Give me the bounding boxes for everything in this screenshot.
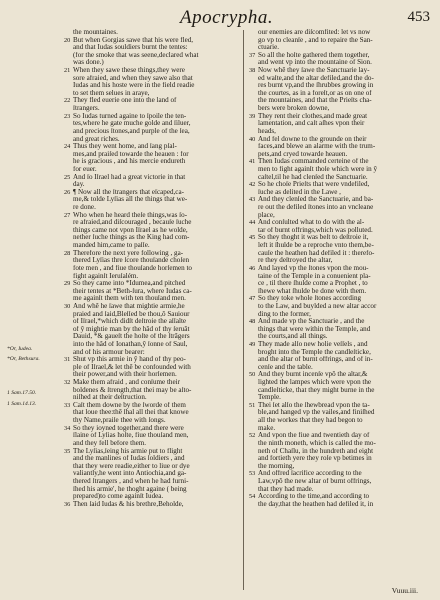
line-text: And whẽ he ſawe that mightie armie,he bbox=[73, 302, 185, 310]
text-line bbox=[64, 90, 232, 98]
line-text: So they ioyned together,and there were bbox=[73, 424, 184, 432]
text-line bbox=[64, 387, 232, 395]
margin-notes bbox=[0, 0, 60, 600]
line-text: And conſulted what to do with the al- bbox=[258, 219, 365, 227]
text-line bbox=[64, 166, 232, 174]
line-text: The Lyſias,ſeing his armie put to flight bbox=[73, 447, 183, 455]
text-line bbox=[249, 356, 421, 364]
text-line bbox=[249, 402, 421, 410]
line-text: the morning, bbox=[258, 462, 295, 470]
text-line bbox=[64, 425, 232, 433]
verse-number: 24 bbox=[64, 143, 71, 151]
text-line bbox=[249, 219, 421, 227]
line-text: that they had made. bbox=[258, 485, 314, 493]
text-line bbox=[249, 136, 421, 144]
line-text: ble,and hanged vp the vailes,and finiſhed bbox=[258, 409, 375, 417]
line-text: re done. bbox=[73, 204, 96, 212]
line-text: that they were readie,either to liue or dye bbox=[73, 462, 190, 470]
line-text: and that Iudas souldiers burnt the tentes: bbox=[73, 44, 188, 52]
line-text: nether ſuche things as the King had com- bbox=[73, 234, 190, 242]
verse-number: 34 bbox=[64, 424, 71, 432]
text-line bbox=[64, 349, 232, 357]
line-text: valiantly,he went into Antiochia,and ga- bbox=[73, 470, 187, 478]
line-text: me againſt them with ten thouſand men. bbox=[73, 295, 186, 303]
text-line bbox=[64, 326, 232, 334]
text-line bbox=[249, 448, 421, 456]
line-text: And they burnt incenſe vpõ the altar,& bbox=[258, 371, 368, 379]
text-line bbox=[64, 288, 232, 296]
line-text: day. bbox=[73, 181, 85, 189]
text-line bbox=[64, 371, 232, 379]
line-text: And they clenſed the Sanctuarie, and ba- bbox=[258, 196, 374, 204]
line-text: tes,where he gate muche golde and ſiluer, bbox=[73, 120, 191, 128]
verse-number: 52 bbox=[249, 432, 256, 440]
line-text: Dauid, *& gaueſt the hoſte of the ſtrãgers bbox=[73, 333, 190, 341]
verse-number: 38 bbox=[249, 67, 256, 75]
verse-number: 39 bbox=[249, 112, 256, 120]
text-line bbox=[249, 387, 421, 395]
text-line bbox=[249, 234, 421, 242]
line-text: me,& tolde Lyſias all the things that we- bbox=[73, 196, 188, 204]
text-line bbox=[64, 250, 232, 258]
text-line bbox=[64, 341, 232, 349]
line-text: the ninth moneth, which is called the mo- bbox=[258, 439, 376, 447]
verse-number: 50 bbox=[249, 371, 256, 379]
line-text: They rent their clothes,and made great bbox=[258, 112, 368, 120]
line-text: to set them selues in araye, bbox=[73, 89, 150, 97]
line-text: place, bbox=[258, 211, 275, 219]
line-text: the courts,and all things. bbox=[258, 333, 328, 341]
line-text: Shut vp this armie in ŷ hand of thy peo- bbox=[73, 356, 186, 364]
text-line bbox=[249, 371, 421, 379]
line-text: things that were within the Temple, and bbox=[258, 325, 371, 333]
line-text: pets,and cryed towarde heauen. bbox=[258, 150, 348, 158]
line-text: mes,and praiſed towarde the heauen : for bbox=[73, 150, 189, 158]
text-line bbox=[249, 257, 421, 265]
text-line bbox=[64, 120, 232, 128]
text-line bbox=[249, 311, 421, 319]
verse-number: 41 bbox=[249, 158, 256, 166]
line-text: and the altar of burnt offrings, and of in- bbox=[258, 356, 373, 364]
text-line bbox=[64, 204, 232, 212]
text-line bbox=[249, 478, 421, 486]
verse-number: 33 bbox=[64, 401, 71, 409]
line-text: Now whẽ they ſawe the Sanctuarie lay- bbox=[258, 67, 370, 75]
verse-number: 51 bbox=[249, 401, 256, 409]
verse-number: 27 bbox=[64, 211, 71, 219]
verse-number: 42 bbox=[249, 181, 256, 189]
text-line bbox=[249, 463, 421, 471]
text-line bbox=[249, 196, 421, 204]
margin-note: *Or, Iudea. bbox=[7, 346, 33, 352]
line-text: boldenes & ſtrength,that thei may be aſto- bbox=[73, 386, 192, 394]
text-line bbox=[64, 82, 232, 90]
line-text: So they thoght it was beſt to deſtroie it, bbox=[258, 234, 369, 242]
verse-number: 48 bbox=[249, 318, 256, 326]
verse-number: 49 bbox=[249, 340, 256, 348]
text-line bbox=[64, 394, 232, 402]
verse-number: 21 bbox=[64, 67, 71, 75]
text-line bbox=[249, 181, 421, 189]
line-text: candleſticke, that they might burne in the bbox=[258, 386, 375, 394]
line-text: tar of burnt offrings,which was polluted. bbox=[258, 226, 373, 234]
text-line bbox=[64, 501, 232, 509]
verse-number: 45 bbox=[249, 234, 256, 242]
column-divider bbox=[243, 30, 244, 590]
text-line bbox=[64, 44, 232, 52]
line-text: men to fight againſt thoſe which were in ŷ bbox=[258, 165, 377, 173]
text-line bbox=[64, 432, 232, 440]
line-text: he is gracious , and his mercie endureth bbox=[73, 158, 186, 166]
text-line bbox=[249, 105, 421, 113]
text-line bbox=[64, 455, 232, 463]
line-text: re afraied,and diſcouraged , becauſe ſuche bbox=[73, 219, 192, 227]
verse-number: 23 bbox=[64, 112, 71, 120]
line-text: cenſe and the table. bbox=[258, 363, 313, 371]
text-line bbox=[64, 295, 232, 303]
text-line bbox=[249, 90, 421, 98]
text-line bbox=[64, 29, 232, 37]
text-line bbox=[64, 470, 232, 478]
right-text-column bbox=[249, 29, 421, 508]
text-line bbox=[64, 493, 232, 501]
line-text: their power,and with their horſemen. bbox=[73, 371, 177, 379]
text-line bbox=[249, 97, 421, 105]
margin-note: *Or, Bethsura. bbox=[7, 356, 40, 362]
page-number: 453 bbox=[407, 9, 430, 25]
text-line bbox=[249, 486, 421, 494]
verse-number: 35 bbox=[64, 447, 71, 455]
text-line bbox=[249, 59, 421, 67]
line-text: the mountaines. bbox=[73, 29, 118, 36]
line-text: Caſt them downe by the ſworde of them bbox=[73, 401, 186, 409]
line-text: lighted the lampes which were vpon the bbox=[258, 379, 372, 387]
line-text: bers were broken downe, bbox=[258, 105, 330, 113]
line-text: And ſo Iſrael had a great victorie in that bbox=[73, 173, 186, 181]
verse-number: 54 bbox=[249, 493, 256, 501]
verse-number: 26 bbox=[64, 188, 71, 196]
text-line bbox=[249, 364, 421, 372]
text-line bbox=[249, 250, 421, 258]
line-text: faces,and blewe an alarme with the trum- bbox=[258, 143, 376, 151]
line-text: And offred ſacrifice according to the bbox=[258, 470, 362, 478]
text-line bbox=[64, 97, 232, 105]
text-line bbox=[64, 196, 232, 204]
line-text: (for the smoke that was seene,declared what bbox=[73, 51, 199, 59]
text-line bbox=[64, 189, 232, 197]
text-line bbox=[64, 105, 232, 113]
line-text: to the Law, and buylded a new altar accor bbox=[258, 302, 377, 310]
text-line bbox=[64, 151, 232, 159]
line-text: So they toke whole ſtones according bbox=[258, 295, 362, 303]
line-text: And fel downe to the grounde on their bbox=[258, 135, 367, 143]
text-line bbox=[249, 349, 421, 357]
text-line bbox=[249, 174, 421, 182]
verse-number: 53 bbox=[249, 470, 256, 478]
line-text: They fled euerie one into the land of bbox=[73, 97, 177, 105]
text-line bbox=[249, 409, 421, 417]
line-text: prepared)to come againſt Iudea. bbox=[73, 493, 164, 501]
text-line bbox=[64, 402, 232, 410]
text-line bbox=[64, 273, 232, 281]
text-line bbox=[249, 204, 421, 212]
line-text: ſhed his armie', he thoght againe ( being bbox=[73, 485, 187, 493]
line-text: and the manlines of Iudas ſoldiers , and bbox=[73, 455, 185, 463]
line-text: the courtes, as in a foreſt,or as on one of bbox=[258, 89, 372, 97]
line-text: thered ſtrangers , and when he had furni- bbox=[73, 477, 189, 485]
line-text: left it ſhulde be a reproche vnto them,be- bbox=[258, 242, 374, 250]
text-line bbox=[249, 440, 421, 448]
line-text: go vp to cleanſe , and to repaire the San- bbox=[258, 36, 373, 44]
line-text: So Iudas turned againe to ſpoile the ten- bbox=[73, 112, 187, 120]
verse-number: 40 bbox=[249, 135, 256, 143]
line-text: fote men , and fiue thouſande horſemen to bbox=[73, 264, 192, 272]
text-line bbox=[249, 189, 421, 197]
line-text: cauſe the heathen had defiled it : therefo- bbox=[258, 249, 375, 257]
text-line bbox=[249, 379, 421, 387]
line-text: When they sawe these things,they were bbox=[73, 67, 185, 75]
line-text: ſtrangers. bbox=[73, 105, 100, 113]
text-line bbox=[64, 409, 232, 417]
line-text: our enemies are diſcomfited: let vs now bbox=[258, 29, 371, 36]
line-text: And layed vp the ſtones vpon the mou- bbox=[258, 264, 369, 272]
verse-number: 47 bbox=[249, 295, 256, 303]
line-text: their tentes at *Beth-ſura, where Iudas ca- bbox=[73, 287, 192, 295]
text-line bbox=[64, 364, 232, 372]
line-text: They made alſo new holie veſſels , and bbox=[258, 340, 368, 348]
line-text: of ŷ mightie man by the hãd of thy ſeruãt bbox=[73, 325, 190, 333]
verse-number: 46 bbox=[249, 264, 256, 272]
line-text: Therefore the next yere following , ga- bbox=[73, 249, 184, 257]
line-text: and went vp into the mountaine of Sion. bbox=[258, 59, 372, 67]
text-line bbox=[249, 242, 421, 250]
text-line bbox=[64, 463, 232, 471]
text-line bbox=[249, 425, 421, 433]
line-text: and they fell before them. bbox=[73, 439, 147, 447]
line-text: Then Iudas commanded certeine of the bbox=[258, 158, 369, 166]
text-line bbox=[249, 280, 421, 288]
verse-number: 30 bbox=[64, 302, 71, 310]
line-text: So all the hoſte gathered them together, bbox=[258, 51, 370, 59]
text-line bbox=[64, 67, 232, 75]
text-line bbox=[249, 37, 421, 45]
line-text: broght into the Temple the candleſticke, bbox=[258, 348, 371, 356]
text-line bbox=[249, 227, 421, 235]
text-line bbox=[64, 113, 232, 121]
text-line bbox=[249, 432, 421, 440]
line-text: for euer. bbox=[73, 165, 97, 173]
text-line bbox=[249, 29, 421, 37]
text-line bbox=[249, 394, 421, 402]
text-line bbox=[64, 219, 232, 227]
line-text: ¶ Now all the ſtrangers that eſcaped,ca- bbox=[73, 188, 184, 196]
verse-number: 22 bbox=[64, 97, 71, 105]
line-text: thy Name,praiſe thee with ſongs. bbox=[73, 417, 166, 425]
text-line bbox=[64, 128, 232, 136]
text-line bbox=[249, 82, 421, 90]
text-line bbox=[249, 143, 421, 151]
line-text: Make them afraid , and conſume their bbox=[73, 379, 180, 387]
line-text: heads, bbox=[258, 127, 276, 135]
line-text: ctuarie. bbox=[258, 44, 280, 52]
text-line bbox=[64, 181, 232, 189]
text-line bbox=[64, 174, 232, 182]
verse-number: 28 bbox=[64, 249, 71, 257]
margin-note: 1 Sam.14.13. bbox=[7, 401, 37, 407]
margin-note: 1 Sam.17.50. bbox=[7, 390, 37, 396]
text-line bbox=[64, 75, 232, 83]
text-line bbox=[249, 470, 421, 478]
text-line bbox=[249, 288, 421, 296]
line-text: praied and ſaid,Bleſſed be thou,ô Sauiour bbox=[73, 310, 190, 318]
text-line bbox=[64, 265, 232, 273]
line-text: make. bbox=[258, 424, 276, 432]
text-line bbox=[64, 356, 232, 364]
verse-number: 31 bbox=[64, 356, 71, 364]
line-text: niſhed at their deſtruction. bbox=[73, 394, 147, 402]
line-text: and great riches. bbox=[73, 135, 120, 143]
text-line bbox=[249, 417, 421, 425]
text-line bbox=[249, 341, 421, 349]
line-text: the day,that the heathen had defiled it, in bbox=[258, 500, 374, 508]
text-line bbox=[249, 501, 421, 509]
text-line bbox=[64, 280, 232, 288]
verse-number: 43 bbox=[249, 196, 256, 204]
line-text: res burnt vp,and the ſhrubbes growing in bbox=[258, 82, 374, 90]
line-text: And made vp the Sanctuarie , and the bbox=[258, 318, 365, 326]
text-line bbox=[64, 417, 232, 425]
line-text: all the workes that they had begon to bbox=[258, 417, 363, 425]
verse-number: 20 bbox=[64, 36, 71, 44]
signature-mark: Vuuu.iii. bbox=[391, 586, 418, 595]
text-line bbox=[64, 212, 232, 220]
text-line bbox=[249, 151, 421, 159]
line-text: According to the time,and according to bbox=[258, 493, 370, 501]
text-line bbox=[249, 326, 421, 334]
line-text: thered Lyſias thre ſcore thouſande choſen bbox=[73, 257, 190, 265]
text-line bbox=[249, 166, 421, 174]
text-line bbox=[249, 128, 421, 136]
line-text: But when Gorgias sawe that his were fled, bbox=[73, 36, 194, 44]
line-text: of Iſrael,*which didſt deſtroie the aſſalte bbox=[73, 318, 187, 326]
verse-number: 25 bbox=[64, 173, 71, 181]
text-line bbox=[249, 67, 421, 75]
line-text: was done.) bbox=[73, 59, 104, 67]
text-line bbox=[249, 75, 421, 83]
verse-number: 29 bbox=[64, 280, 71, 288]
line-text: and fortieth yere they roſe vp betimes in bbox=[258, 455, 372, 463]
running-title: Apocrypha. bbox=[180, 7, 274, 28]
text-line bbox=[64, 257, 232, 265]
line-text: Temple. bbox=[258, 394, 281, 402]
line-text: ed waſte,and the altar defiled,and the do- bbox=[258, 74, 374, 82]
line-text: caſtel,til he had clenſed the Sanctuarie. bbox=[258, 173, 368, 181]
text-line bbox=[249, 113, 421, 121]
verse-number: 44 bbox=[249, 219, 256, 227]
line-text: taine of the Temple in a conuenient pla- bbox=[258, 272, 371, 280]
line-text: re out the defiled ſtones into an vncleane bbox=[258, 204, 374, 212]
line-text: the mountaines, and that the Prieſts cha- bbox=[258, 97, 372, 105]
text-line bbox=[249, 44, 421, 52]
line-text: ſuche as delited in the Lawe , bbox=[258, 188, 341, 196]
text-line bbox=[64, 158, 232, 166]
line-text: ce , til there ſhulde come a Prophet , to bbox=[258, 280, 368, 288]
text-line bbox=[64, 318, 232, 326]
text-line bbox=[64, 242, 232, 250]
line-text: Law,vpõ the new altar of burnt offrings, bbox=[258, 477, 372, 485]
text-line bbox=[249, 212, 421, 220]
text-line bbox=[64, 37, 232, 45]
text-line bbox=[64, 52, 232, 60]
text-line bbox=[249, 273, 421, 281]
text-line bbox=[64, 136, 232, 144]
text-line bbox=[64, 234, 232, 242]
text-line bbox=[64, 448, 232, 456]
text-line bbox=[64, 333, 232, 341]
text-line bbox=[249, 333, 421, 341]
line-text: So he choſe Prieſts that were vndefiled, bbox=[258, 181, 370, 189]
text-line bbox=[249, 455, 421, 463]
text-line bbox=[249, 295, 421, 303]
text-line bbox=[249, 158, 421, 166]
verse-number: 37 bbox=[249, 51, 256, 59]
text-line bbox=[249, 303, 421, 311]
verse-number: 32 bbox=[64, 379, 71, 387]
text-line bbox=[249, 493, 421, 501]
line-text: ding to the former, bbox=[258, 310, 311, 318]
text-line bbox=[64, 227, 232, 235]
text-line bbox=[249, 52, 421, 60]
line-text: Iudas and his hoste were in the field readie bbox=[73, 82, 195, 90]
line-text: Who when he heard theſe things,was ſo- bbox=[73, 211, 188, 219]
text-line bbox=[64, 379, 232, 387]
line-text: So they came into *Idumea,and pitched bbox=[73, 280, 186, 288]
line-text: re they deſtroyed the altar, bbox=[258, 257, 333, 265]
line-text: And vpon the fiue and twentieth day of bbox=[258, 432, 370, 440]
left-text-column bbox=[64, 29, 232, 508]
line-text: and precious ſtones,and purple of the ſea, bbox=[73, 127, 190, 135]
text-line bbox=[64, 59, 232, 67]
line-text: into the hãd of Ionathan,ŷ ſonne of Saul, bbox=[73, 340, 188, 348]
line-text: Thei ſet alſo the ſhewbread vpon the ta- bbox=[258, 401, 370, 409]
text-line bbox=[64, 311, 232, 319]
line-text: that loue thee:thē ſhal all thei that knowe bbox=[73, 409, 189, 417]
line-text: neth of Chaſlu, in the hundreth and eight bbox=[258, 447, 374, 455]
line-text: ple of Iſrael,& let thẽ be confounded with bbox=[73, 363, 191, 371]
text-line bbox=[64, 478, 232, 486]
line-text: things came not vpon Iſrael as he wolde, bbox=[73, 226, 188, 234]
text-line bbox=[64, 143, 232, 151]
text-line bbox=[64, 440, 232, 448]
text-line bbox=[249, 318, 421, 326]
line-text: and of his armour bearer: bbox=[73, 348, 145, 356]
line-text: fight againſt Ieruſalém. bbox=[73, 272, 139, 280]
text-line bbox=[249, 120, 421, 128]
line-text: lamentation, and caſt aſhes vpon their bbox=[258, 120, 365, 128]
line-text: Thus they went home, and ſang pſal- bbox=[73, 143, 177, 151]
line-text: ſhewe what ſhulde be done with them. bbox=[258, 287, 367, 295]
line-text: ſlaine of Lyſias hoſte, fiue thouſand men, bbox=[73, 432, 189, 440]
line-text: manded him,came to paſſe. bbox=[73, 242, 150, 250]
text-line bbox=[64, 486, 232, 494]
text-line bbox=[64, 303, 232, 311]
line-text: Then ſaid Iudas & his brethre,Beholde, bbox=[73, 500, 184, 508]
verse-number: 36 bbox=[64, 500, 71, 508]
text-line bbox=[249, 265, 421, 273]
line-text: sore afraied, and when they sawe also that bbox=[73, 74, 193, 82]
